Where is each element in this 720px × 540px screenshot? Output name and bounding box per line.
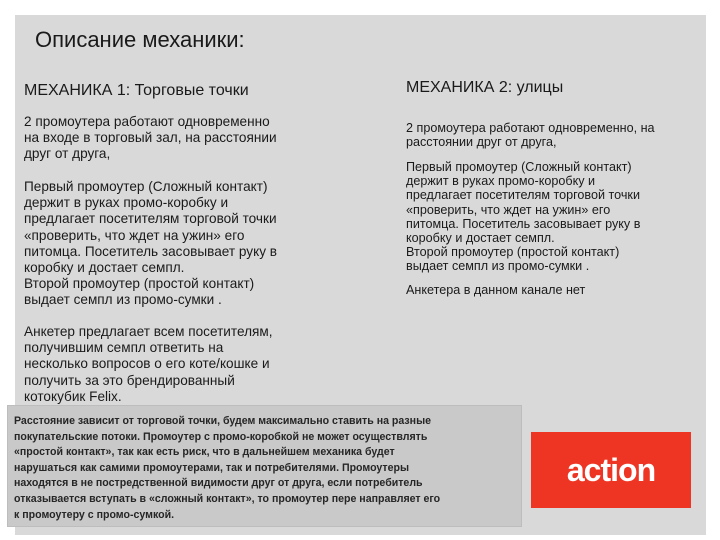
action-logo [531, 432, 691, 508]
mechanic-1-paragraph-3: Анкетер предлагает всем посетителям, получившим семпл ответить на несколько вопросов о его коте/кошке и получить за это брендированный котокубик Felix. [24, 324, 273, 404]
distance-note-box: Расстояние зависит от торговой точки, будем максимально ставить на разные покупательские потоки. Промоутер с промо-коробкой не может осуществлять «простой контакт», так как есть риск, что в дальнейшем механика будет нарушаться как самими промоутерами, так и потребителями. Промоутеры находятся в не постредственной видимости друг от друга, если потребитель отказывается вступать в «сложный контакт», то промоутер пере направляет его к промоутеру с промо-сумкой. [7, 405, 522, 527]
mechanic-1-paragraph-1: 2 промоутера работают одновременно на входе в торговый зал, на расстоянии друг от друга, [24, 114, 277, 162]
mechanic-1-heading: МЕХАНИКА 1: Торговые точки [24, 82, 249, 99]
action-logo-text: action [566, 451, 656, 488]
mechanic-1-paragraph-2: Первый промоутер (Сложный контакт) держит в руках промо-коробку и предлагает посетителям торговой точки «проверить, что ждет на ужин» его питомца. Посетитель засовывает руку в коробку и достает семпл. Второй промоутер (простой контакт) выдает семпл из промо-сумки . [24, 179, 277, 308]
mechanic-2-paragraph-3: Анкетера в данном канале нет [406, 283, 586, 297]
slide-title: Описание механики: [35, 27, 245, 52]
mechanic-2-heading: МЕХАНИКА 2: улицы [406, 79, 564, 96]
mechanic-2-paragraph-2: Первый промоутер (Сложный контакт) держит в руках промо-коробку и предлагает посетителям торговой точки «проверить, что ждет на ужин» его питомца. Посетитель засовывает руку в коробку и достает семпл. Второй промоутер (простой контакт) выдает семпл из промо-сумки . [406, 160, 641, 274]
mechanic-2-paragraph-1: 2 промоутера работают одновременно, на расстоянии друг от друга, [406, 121, 655, 150]
